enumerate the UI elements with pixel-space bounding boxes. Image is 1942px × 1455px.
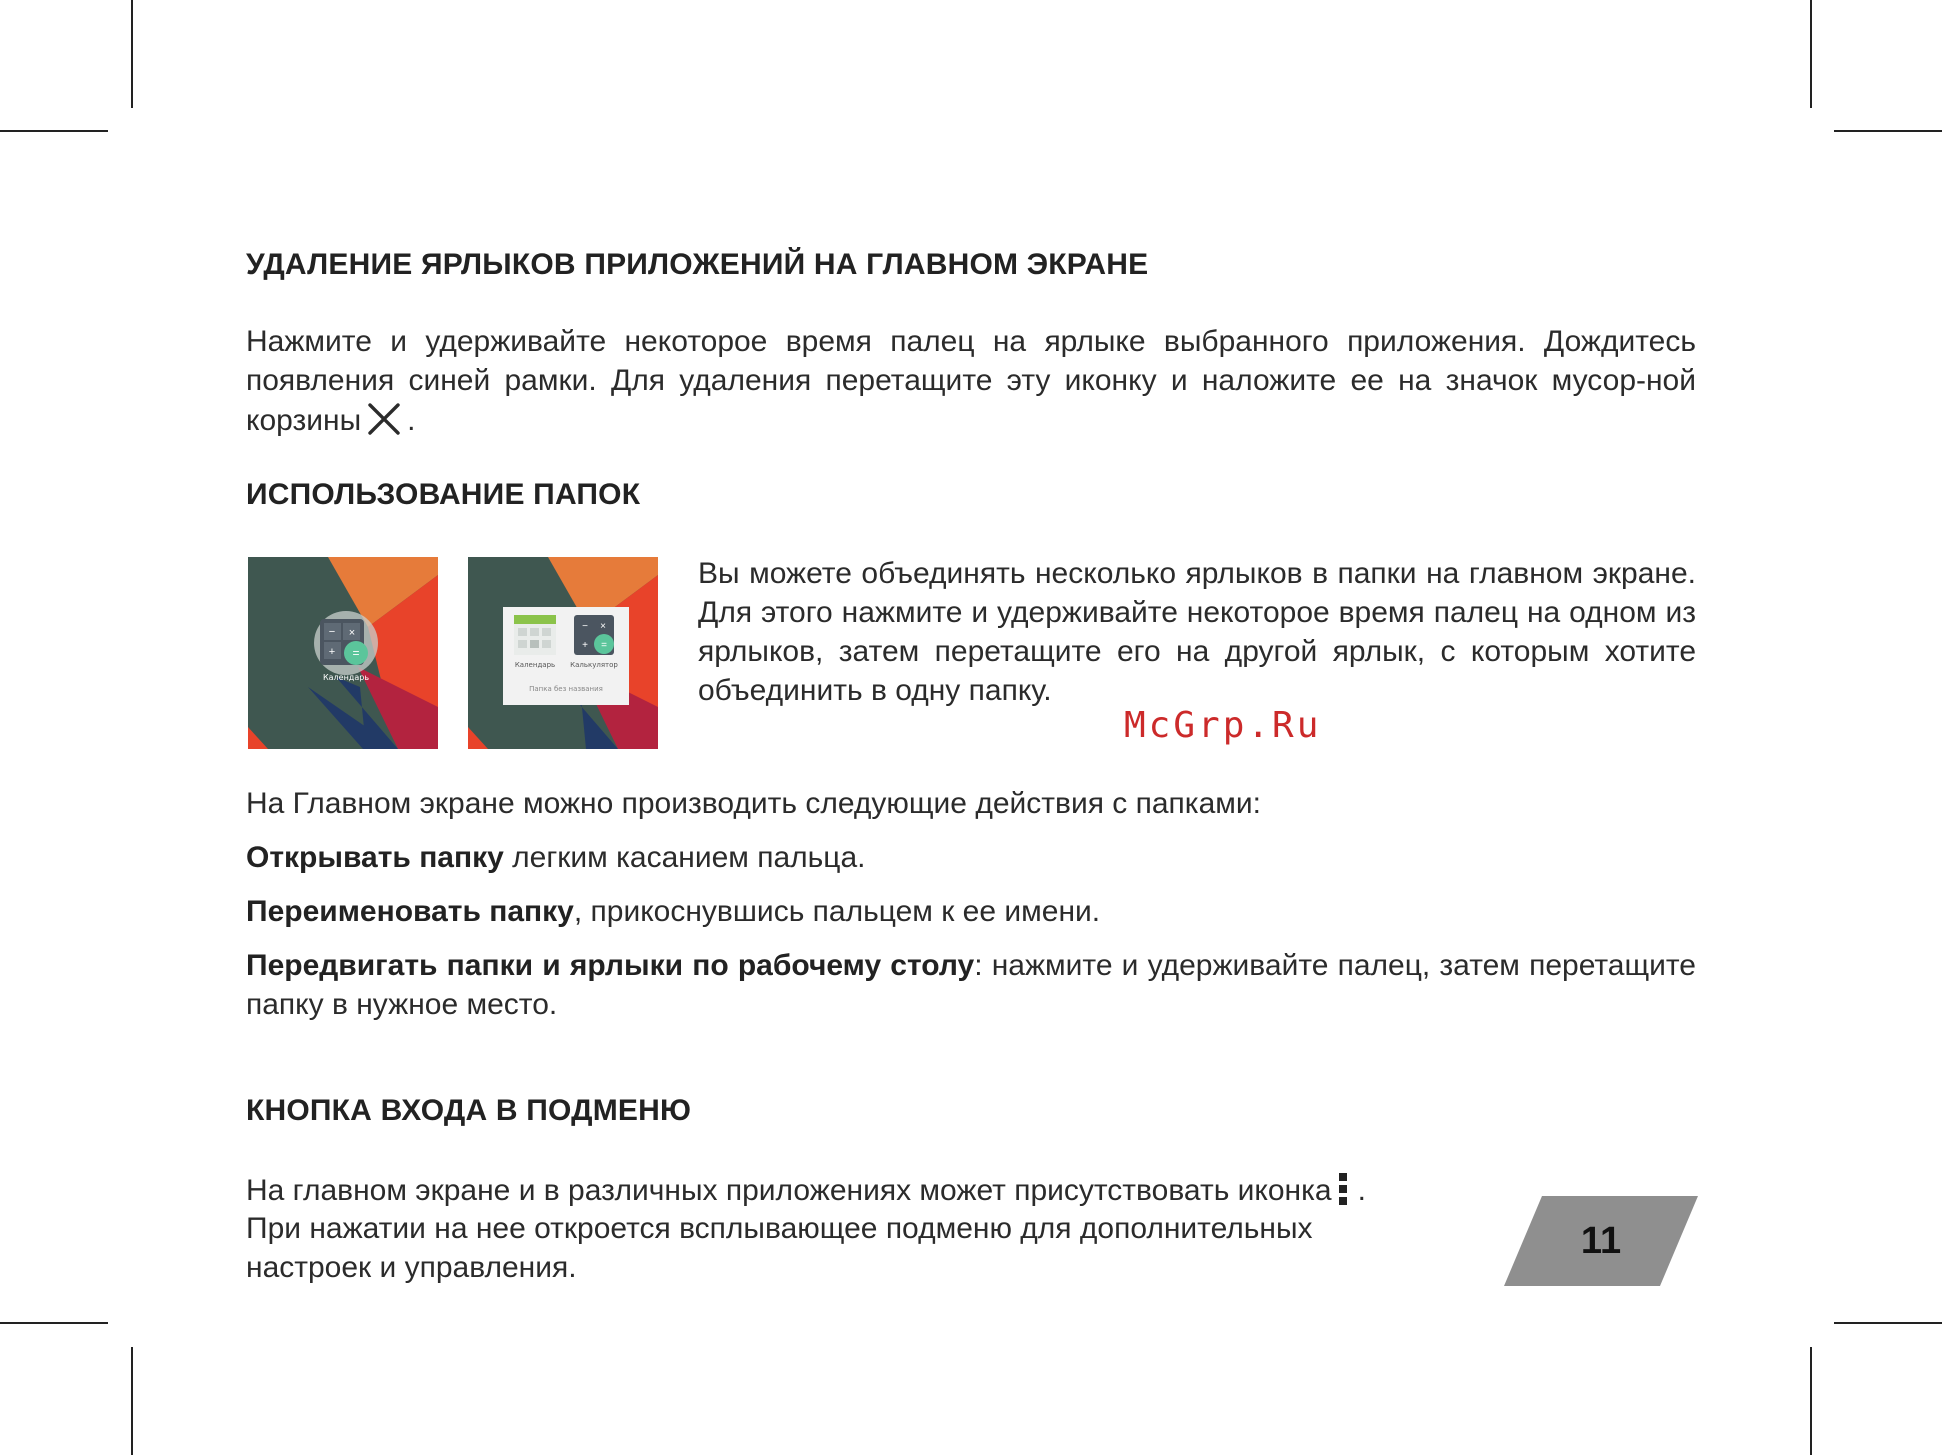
crop-mark [131, 1347, 133, 1455]
paragraph-text-end: . [1357, 1174, 1366, 1207]
action-title: Передвигать папки и ярлыки по рабочему столу [246, 949, 975, 982]
overflow-menu-icon [1336, 1170, 1350, 1208]
crop-mark [1834, 1322, 1942, 1324]
action-move-folders [246, 946, 1696, 1024]
folders-description: Вы можете объединять несколько ярлыков в папки на главном экране. Для этого нажмите и удерживайте некоторое время палец на одном из ярлыков, затем перетащите его на другой ярлык, с которым хотите объединить в одну папку. [698, 557, 1696, 707]
svg-text:−: − [582, 621, 588, 632]
calculator-icon [574, 615, 614, 655]
page-number: 11 [1580, 1219, 1622, 1262]
action-text: легким касанием пальца. [503, 841, 866, 874]
section-paragraph-delete-shortcuts [246, 322, 1696, 440]
submenu-paragraph-line2: При нажатии на нее откроется всплывающее подменю для дополнительных [246, 1212, 1313, 1245]
crop-mark [131, 0, 133, 108]
svg-text:=: = [352, 646, 360, 660]
submenu-paragraph-line3: настроек и управления. [246, 1251, 577, 1284]
section-heading-submenu: КНОПКА ВХОДА В ПОДМЕНЮ [246, 1094, 692, 1127]
svg-text:+: + [328, 646, 336, 658]
action-text: : нажмите и удерживайте палец, затем перетащите папку в нужное место. [246, 949, 1696, 1021]
screenshot-folder-created [468, 557, 658, 749]
folders-intro: На Главном экране можно производить следующие действия с папками: [246, 787, 1261, 820]
action-title: Открывать папку [246, 841, 504, 874]
folder-name-label: Папка без названия [529, 685, 603, 693]
svg-text:=: = [601, 640, 607, 651]
action-rename-folder [246, 892, 1696, 931]
crop-mark [1834, 130, 1942, 132]
svg-text:×: × [348, 627, 356, 639]
shortcut-label: Календарь [322, 673, 370, 682]
watermark: McGrp.Ru [1124, 705, 1322, 746]
crop-mark [0, 1322, 108, 1324]
action-open-folder [246, 838, 1696, 877]
close-x-icon [365, 400, 403, 438]
action-text: , прикоснувшись пальцем к ее имени. [573, 895, 1101, 928]
section-heading-delete-shortcuts: УДАЛЕНИЕ ЯРЛЫКОВ ПРИЛОЖЕНИЙ НА ГЛАВНОМ ЭКРАНЕ [246, 248, 1149, 281]
paragraph-text-end: . [407, 404, 416, 437]
svg-text:+: + [582, 640, 588, 651]
calendar-icon [514, 615, 556, 655]
paragraph-text: Нажмите и удерживайте некоторое время палец на ярлыке выбранного приложения. Дождитесь появления синей рамки. Для удаления перетащите эту иконку и наложите ее на значок мусор-ной корзины [246, 325, 1696, 437]
svg-text:−: − [328, 626, 336, 638]
crop-mark [0, 130, 108, 132]
calculator-icon [314, 611, 378, 675]
paragraph-text: На главном экране и в различных приложениях может присутствовать иконка [246, 1174, 1332, 1207]
app-label: Калькулятор [570, 661, 618, 669]
action-title: Переименовать папку [246, 895, 574, 928]
screenshot-drag-shortcut [248, 557, 438, 749]
folder-popup [503, 607, 629, 705]
app-label: Календарь [514, 661, 556, 669]
submenu-paragraph-line1 [246, 1170, 1696, 1210]
crop-mark [1810, 1347, 1812, 1455]
crop-mark [1810, 0, 1812, 108]
svg-text:×: × [600, 621, 606, 632]
section-heading-folders: ИСПОЛЬЗОВАНИЕ ПАПОК [246, 478, 641, 511]
